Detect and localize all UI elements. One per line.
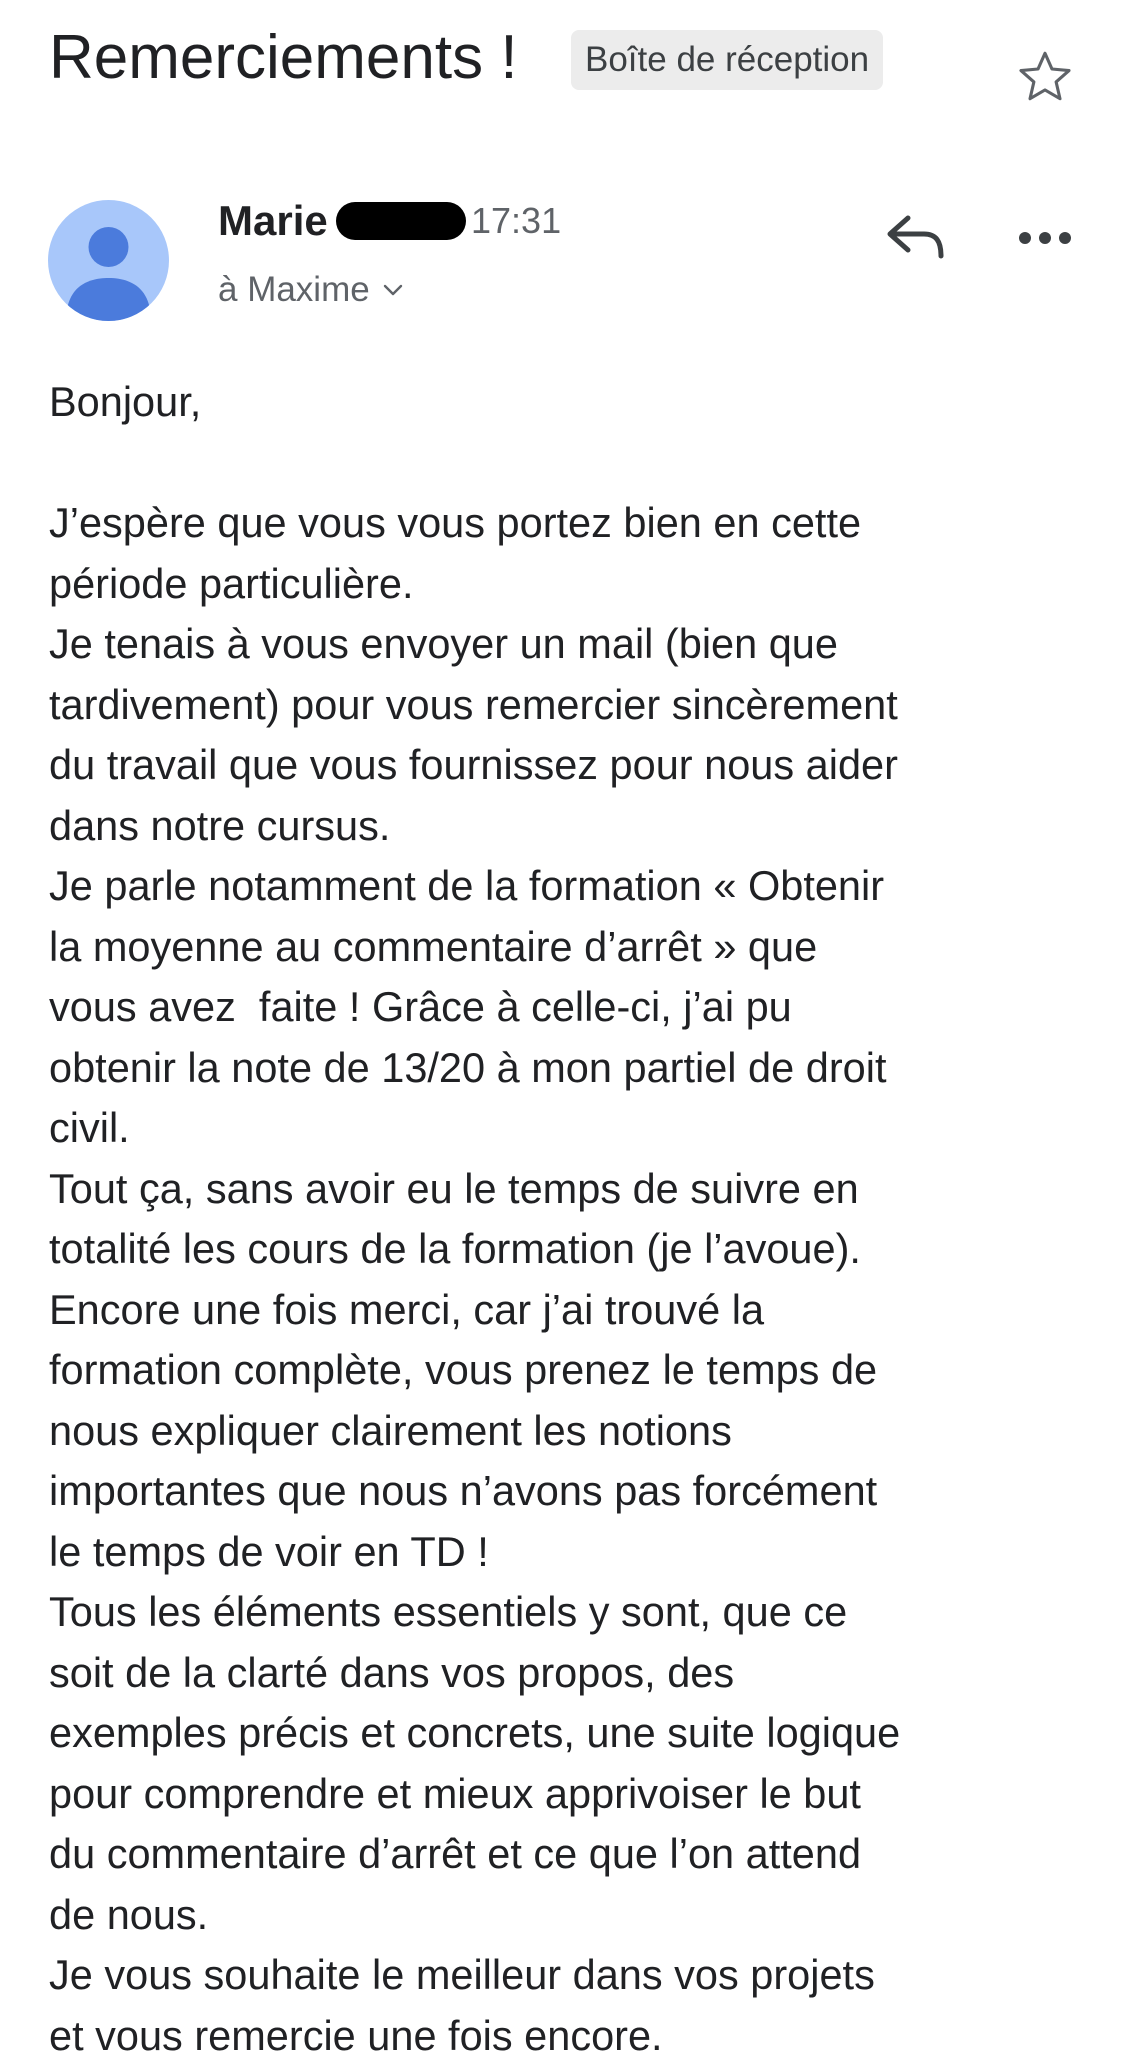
body-line: Je vous souhaite le meilleur dans vos projets — [49, 1945, 1099, 2006]
body-line: totalité les cours de la formation (je l’avoue). — [49, 1219, 1099, 1280]
redaction-mark — [336, 202, 466, 240]
inbox-label-chip[interactable]: Boîte de réception — [571, 30, 883, 90]
email-subject: Remerciements ! — [49, 22, 518, 94]
body-line — [49, 433, 1099, 494]
body-line: vous avez faite ! Grâce à celle-ci, j’ai pu — [49, 977, 1099, 1038]
recipient-details-toggle[interactable] — [218, 266, 404, 314]
body-line: période particulière. — [49, 554, 1099, 615]
reply-button[interactable] — [880, 207, 952, 269]
body-line: le temps de voir en TD ! — [49, 1522, 1099, 1583]
body-line: tardivement) pour vous remercier sincèrement — [49, 675, 1099, 736]
body-line: de nous. — [49, 1885, 1099, 1946]
person-icon — [48, 200, 169, 321]
body-line: Tous les éléments essentiels y sont, que ce — [49, 1582, 1099, 1643]
body-line: Je tenais à vous envoyer un mail (bien que — [49, 614, 1099, 675]
sender-name[interactable]: Marie — [218, 196, 328, 246]
chevron-down-icon — [382, 282, 404, 298]
recipient-label: à Maxime — [218, 266, 370, 314]
body-line: Je parle notamment de la formation « Obtenir — [49, 856, 1099, 917]
body-line: la moyenne au commentaire d’arrêt » que — [49, 917, 1099, 978]
body-line: exemples précis et concrets, une suite logique — [49, 1703, 1099, 1764]
reply-icon — [884, 210, 948, 266]
body-line: importantes que nous n’avons pas forcément — [49, 1461, 1099, 1522]
body-line: civil. — [49, 1098, 1099, 1159]
body-line: formation complète, vous prenez le temps de — [49, 1340, 1099, 1401]
body-line: et vous remercie une fois encore. — [49, 2006, 1099, 2066]
body-line: Bonjour, — [49, 372, 1099, 433]
body-line: pour comprendre et mieux apprivoiser le but — [49, 1764, 1099, 1825]
body-line: obtenir la note de 13/20 à mon partiel de droit — [49, 1038, 1099, 1099]
message-time: 17:31 — [471, 199, 561, 243]
body-line: J’espère que vous vous portez bien en cette — [49, 493, 1099, 554]
more-horizontal-icon — [1017, 230, 1073, 246]
body-line: Tout ça, sans avoir eu le temps de suivre en — [49, 1159, 1099, 1220]
star-button[interactable] — [1010, 42, 1080, 112]
body-line: du travail que vous fournissez pour nous aider — [49, 735, 1099, 796]
sender-avatar[interactable] — [48, 200, 169, 321]
email-body — [49, 372, 1099, 2066]
body-line: du commentaire d’arrêt et ce que l’on attend — [49, 1824, 1099, 1885]
body-line: Encore une fois merci, car j’ai trouvé la — [49, 1280, 1099, 1341]
body-line: nous expliquer clairement les notions — [49, 1401, 1099, 1462]
more-options-button[interactable] — [1010, 212, 1080, 264]
star-outline-icon — [1014, 46, 1076, 108]
body-line: soit de la clarté dans vos propos, des — [49, 1643, 1099, 1704]
body-line: dans notre cursus. — [49, 796, 1099, 857]
